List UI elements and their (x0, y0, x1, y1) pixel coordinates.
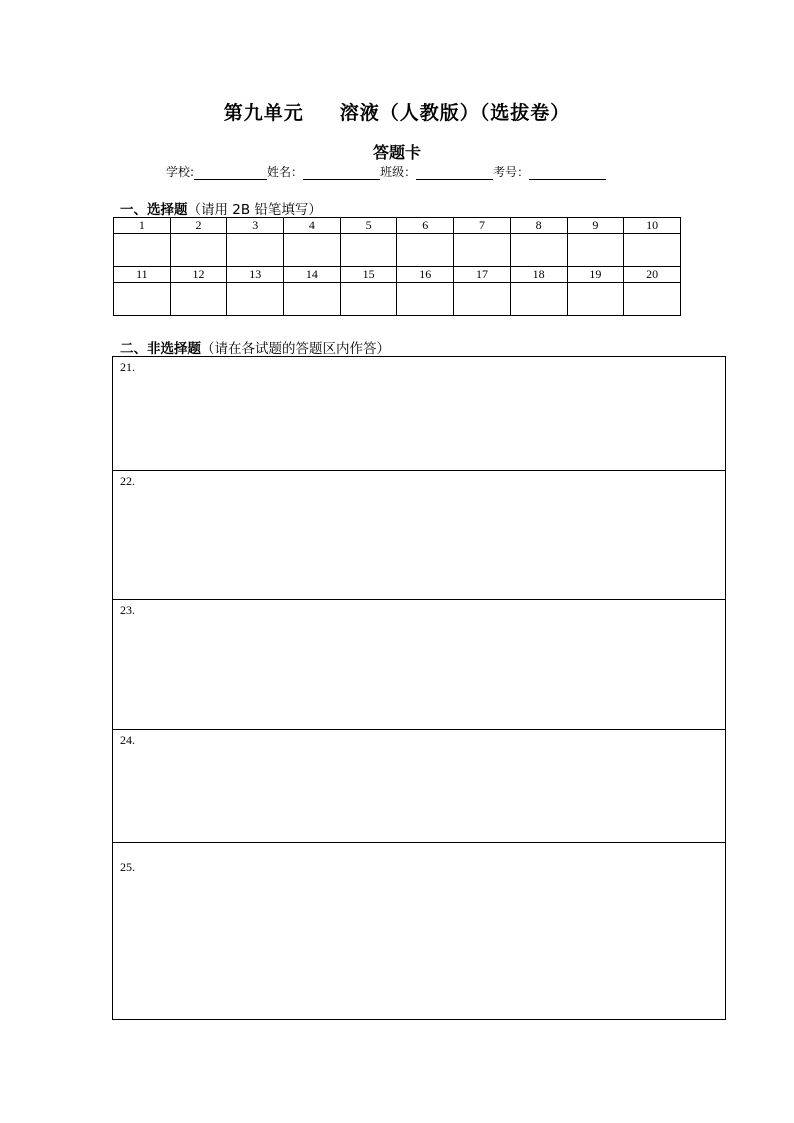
answer-cell[interactable] (567, 234, 624, 267)
question-number: 11 (114, 267, 171, 283)
answer-cell[interactable] (170, 283, 227, 316)
exam-number-field[interactable] (529, 167, 606, 180)
choice-answer-table (113, 217, 681, 316)
class-field[interactable] (416, 167, 493, 180)
answer-cell[interactable] (624, 283, 681, 316)
subject-label: 溶液（人教版）（选拔卷） (339, 102, 571, 124)
question-number: 14 (284, 267, 341, 283)
answer-cell[interactable] (510, 283, 567, 316)
question-number: 17 (454, 267, 511, 283)
answer-box-24[interactable] (113, 729, 725, 842)
question-number-row (114, 267, 681, 283)
question-number: 10 (624, 218, 681, 234)
answer-cell[interactable] (567, 283, 624, 316)
answer-cell[interactable] (510, 234, 567, 267)
unit-label: 第九单元 (223, 102, 304, 124)
name-field[interactable] (303, 167, 380, 180)
answer-cell[interactable] (397, 283, 454, 316)
answer-cell[interactable] (624, 234, 681, 267)
answer-cell[interactable] (454, 283, 511, 316)
question-number: 15 (340, 267, 397, 283)
answer-cell[interactable] (227, 283, 284, 316)
question-number: 13 (227, 267, 284, 283)
answer-row (114, 234, 681, 267)
exam-number-label: 考号： (493, 165, 530, 179)
answer-box-23[interactable] (113, 599, 725, 729)
answer-cell[interactable] (114, 234, 171, 267)
question-label: 21. (120, 360, 135, 374)
question-number-row (114, 218, 681, 234)
question-number: 7 (454, 218, 511, 234)
question-number: 9 (567, 218, 624, 234)
question-number: 1 (114, 218, 171, 234)
answer-cell[interactable] (227, 234, 284, 267)
question-label: 22. (120, 474, 135, 488)
answer-cell[interactable] (340, 283, 397, 316)
answer-cell[interactable] (284, 283, 341, 316)
answer-cell[interactable] (284, 234, 341, 267)
answer-row (114, 283, 681, 316)
answer-box-22[interactable] (113, 470, 725, 599)
page-title (0, 98, 794, 125)
answer-card-title: 答题卡 (372, 143, 421, 162)
question-label: 23. (120, 603, 135, 617)
answer-cell[interactable] (397, 234, 454, 267)
answer-cell[interactable] (340, 234, 397, 267)
question-number: 18 (510, 267, 567, 283)
name-label: 姓名： (267, 165, 304, 179)
answer-cell[interactable] (170, 234, 227, 267)
answer-cell[interactable] (454, 234, 511, 267)
non-choice-answer-area (112, 356, 726, 1020)
question-label: 24. (120, 733, 135, 747)
question-number: 3 (227, 218, 284, 234)
school-label: 学校: (166, 165, 195, 179)
question-number: 4 (284, 218, 341, 234)
section-choice-heading: 一、选择题（请用 2B 铅笔填写） (120, 202, 322, 218)
school-field[interactable] (194, 167, 267, 180)
question-number: 20 (624, 267, 681, 283)
question-number: 19 (567, 267, 624, 283)
class-label: 班级： (380, 165, 417, 179)
question-number: 8 (510, 218, 567, 234)
question-number: 16 (397, 267, 454, 283)
question-number: 2 (170, 218, 227, 234)
answer-box-25[interactable] (113, 842, 725, 1019)
section-nonchoice-heading: 二、非选择题（请在各试题的答题区内作答） (120, 341, 390, 357)
answer-cell[interactable] (114, 283, 171, 316)
question-number: 12 (170, 267, 227, 283)
question-label: 25. (120, 860, 135, 874)
student-info-line (166, 163, 606, 180)
question-number: 5 (340, 218, 397, 234)
question-number: 6 (397, 218, 454, 234)
answer-box-21[interactable] (113, 357, 725, 470)
